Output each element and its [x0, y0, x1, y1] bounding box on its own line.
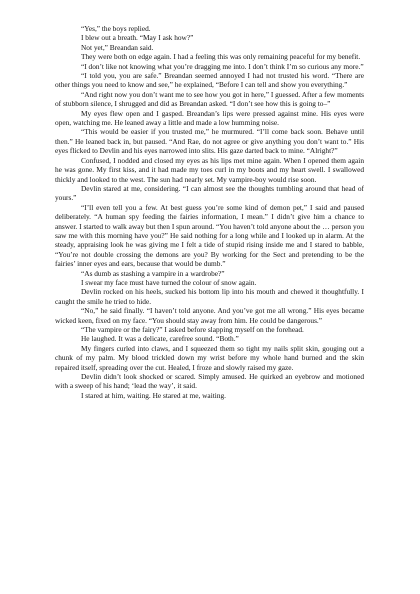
paragraph: Devlin rocked on his heels, sucked his bottom lip into his mouth and chewed it thoughtfully. I caught the smile he tried to hide.: [55, 287, 364, 306]
paragraph: My fingers curled into claws, and I squeezed them so tight my nails split skin, gouging out a chunk of my palm. My blood trickled down my wrist before my whole hand burned and the skin repaired itself, spreading over the cut. Healed, I froze and slowly raised my gaze.: [55, 343, 364, 372]
paragraph: “I don’t like not knowing what you’re dragging me into. I don’t think I’m so curious any more.”: [81, 61, 364, 71]
paragraph: “The vampire or the fairy?” I asked before slapping myself on the forehead.: [81, 325, 304, 334]
paragraph: “Yes,” the boys replied.: [81, 24, 151, 33]
paragraph: “I told you, you are safe.” Breandan seemed annoyed I had not trusted his word. “There are other things you need to know and see,” he explained, “Before I can tell and show you everything.”: [55, 71, 364, 90]
paragraph: Devlin didn’t look shocked or scared. Simply amused. He quirked an eyebrow and motioned with a sweep of his hand; ‘lead the way’, it said.: [55, 372, 364, 391]
paragraph: “I’ll even tell you a few. At best guess you’re some kind of demon pet,” I said and paused deliberately. “A human spy feeding the fairies information, I mean.” I didn’t give him a chance to answer. I started to walk away but then I spun around. “You haven’t told anyone about the … person you saw me with this morning have you?” He said nothing for a long while and I looked up in alarm. At the steady, appraising look he was giving me I felt a tide of stupid rising inside me and I stared to babble, “You’re not double crossing the demons are you? By working for the Sect and pretending to be the fairies’ inner eyes and ears, because that would be dumb.”: [55, 202, 364, 269]
paragraph: “And right now you don’t want me to see how you got in here,” I guessed. After a few moments of stubborn silence, I shrugged and did as Breandan asked. “I don’t see how this is going to–”: [55, 89, 364, 109]
paragraph: “As dumb as stashing a vampire in a wardrobe?”: [81, 268, 225, 278]
paragraph: “No,” he said finally. “I haven’t told anyone. And you’ve got me all wrong.” His eyes became wicked keen, fixed on my face. “You should stay away from him. He could be dangerous.”: [55, 306, 364, 325]
paragraph: Not yet,” Breandan said.: [81, 42, 154, 52]
paragraph: “This would be easier if you trusted me,” he murmured. “I’ll come back soon. Behave until then.” He leaned back in, but paused. “And Rae, do not agree or give anything you don’t want to.” His eyes flicked to Devlin and his eyes narrowed into slits. His gaze darted back to mine. “Alright?”: [55, 127, 364, 156]
paragraph: My eyes flew open and I gasped. Breandan’s lips were pressed against mine. His eyes were open, watching me. He leaned away a little and made a low humming noise.: [55, 108, 364, 128]
paragraph: They were both on edge again. I had a feeling this was only remaining peaceful for my benefit.: [81, 52, 361, 62]
paragraph: Devlin stared at me, considering. “I can almost see the thoughts tumbling around that head of yours.”: [55, 183, 364, 203]
paragraph: I blew out a breath. “May I ask how?”: [81, 33, 194, 43]
paragraph: I swear my face must have turned the colour of snow again.: [81, 277, 257, 287]
paragraph: He laughed. It was a delicate, carefree sound. “Both.”: [81, 334, 239, 344]
paragraph: I stared at him, waiting. He stared at me, waiting.: [81, 390, 226, 400]
paragraph: Confused, I nodded and closed my eyes as his lips met mine again. When I opened them again he was gone. My first kiss, and it had made my toes curl in my boots and my heart swell. I swallowed thickly and looked to the west. The sun had nearly set. My vampire-boy would rise soon.: [55, 155, 364, 184]
